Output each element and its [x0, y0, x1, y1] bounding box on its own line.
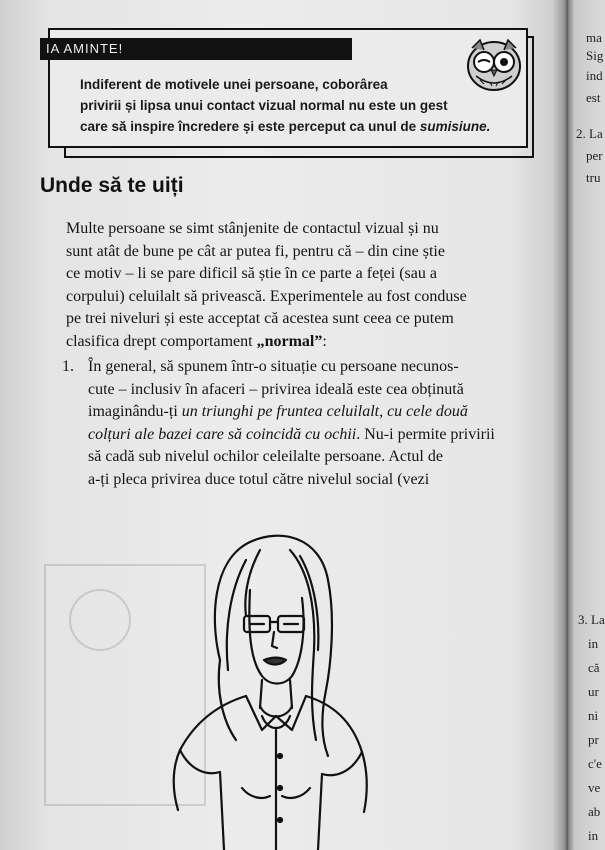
body-paragraph: [66, 218, 532, 353]
callout-line: [80, 116, 520, 137]
adjacent-page-fragment: pr: [588, 732, 599, 747]
adjacent-page-fragment: tru: [586, 170, 601, 185]
adjacent-page-fragment: per: [586, 148, 603, 163]
paragraph-line: ce motiv – li se pare dificil să știe în ce parte a feței (sau a: [66, 265, 437, 282]
paragraph-tail: :: [322, 332, 327, 350]
adjacent-page-edge: [568, 0, 605, 850]
adjacent-page-fragment: in: [588, 636, 599, 651]
paragraph-line: sunt atât de bune pe cât ar putea fi, pentru că – din cine știe: [66, 242, 445, 260]
paragraph-line-text: clasifica drept comportament: [66, 332, 257, 350]
adjacent-page-fragment: 3. La: [578, 612, 605, 627]
list-line: a-ți pleca privirea duce totul către nivelul social (vezi: [88, 470, 430, 488]
list-line: În general, să spunem într-o situație cu persoane necunos-: [88, 358, 459, 375]
adjacent-page-fragment: c'e: [588, 756, 602, 771]
adjacent-page-fragment: 2. La: [576, 126, 603, 141]
woman-with-glasses-illustration: [150, 520, 390, 850]
callout-line: Indiferent de motivele unei persoane, coborârea: [80, 77, 388, 92]
callout-line: privirii și lipsa unui contact vizual normal nu este un gest: [80, 98, 448, 113]
callout-line-text: care să inspire încredere și este perceput ca unul de: [80, 119, 420, 134]
paragraph-line: Multe persoane se simt stânjenite de contactul vizual și nu: [66, 220, 439, 237]
adjacent-page-fragment: ve: [588, 780, 601, 795]
callout-emphasis: sumisiune.: [419, 119, 491, 134]
list-number: 1.: [62, 358, 74, 375]
list-line: [88, 424, 534, 447]
adjacent-page-fragment: ind: [586, 68, 603, 83]
adjacent-page-fragment: est: [586, 90, 601, 105]
adjacent-page-fragment: ur: [588, 684, 599, 699]
list-emphasis: colțuri ale bazei care să coincidă cu ochii: [88, 425, 357, 443]
adjacent-page-fragment: că: [588, 660, 600, 675]
callout-text: [80, 74, 520, 137]
paragraph-line: corpului) celuilalt să privească. Experimentele au fost conduse: [66, 287, 467, 305]
adjacent-page-fragment: ab: [588, 804, 601, 819]
adjacent-page-fragment: in: [588, 828, 599, 843]
list-item-text: [88, 356, 534, 491]
callout-label: IA AMINTE!: [40, 38, 352, 60]
paragraph-line: [66, 331, 532, 354]
paragraph-line: pe trei niveluri și este acceptat că acestea sunt ceea ce putem: [66, 310, 454, 327]
list-line: cute – inclusiv în afaceri – privirea ideală este cea obținută: [88, 380, 464, 398]
section-heading: Unde să te uiți: [40, 174, 184, 197]
list-line: [88, 401, 534, 424]
bold-term: „normal”: [256, 332, 323, 350]
list-emphasis: un triunghi pe fruntea celuilalt, cu cele două: [181, 403, 468, 420]
adjacent-page-fragment: ni: [588, 708, 599, 723]
list-line-text: . Nu-i permite privirii: [356, 425, 495, 443]
adjacent-page-fragment: Sig: [586, 48, 604, 63]
list-line-text: imaginându-ți: [88, 403, 182, 420]
list-line: să cadă sub nivelul ochilor celeilalte persoane. Actul de: [88, 448, 443, 465]
adjacent-page-fragment: ma: [586, 30, 602, 45]
